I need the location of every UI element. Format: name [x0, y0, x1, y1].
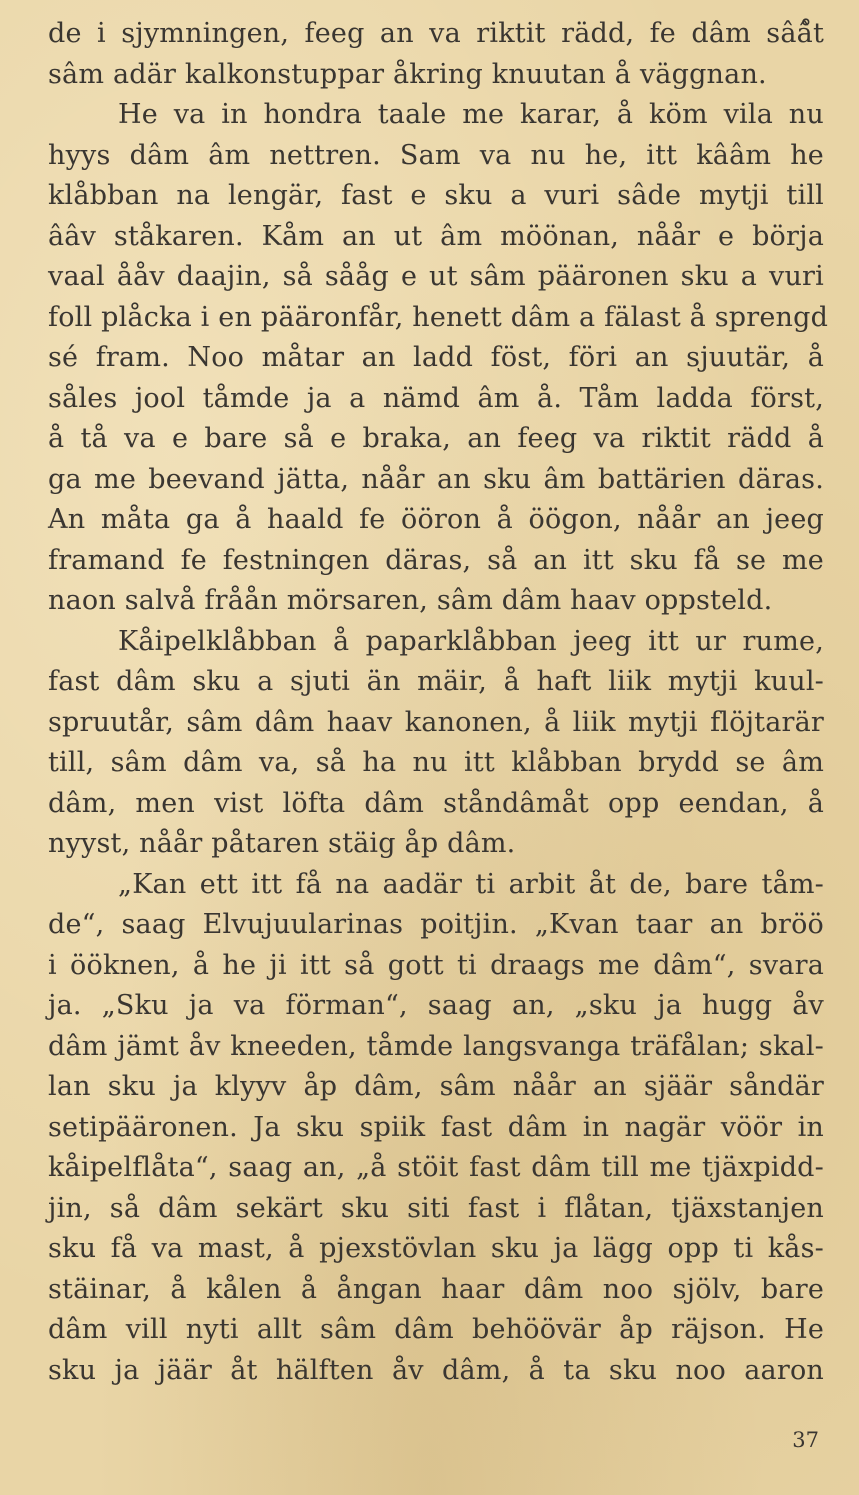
- body-text: [48, 14, 829, 1391]
- text-line: ââv ståkaren. Kåm an ut âm möönan, nåår e börja: [48, 220, 824, 252]
- text-line: klåbban na lengär, fast e sku a vuri sâde mytji till: [48, 180, 824, 211]
- text-line: sé fram. Noo måtar an ladd föst, föri an sjuutär, å: [48, 342, 824, 373]
- text-line: till, sâm dâm va, så ha nu itt klåbban brydd se âm: [48, 747, 824, 778]
- text-line: ga me beevand jätta, nåår an sku âm battärien däras.: [48, 463, 824, 495]
- text-line: i ööknen, å he ji itt så gott ti draags me dâm“, svara: [48, 949, 824, 981]
- text-line: „Kan ett itt få na aadär ti arbit åt de, bare tåm-: [118, 868, 824, 900]
- text-line: spruutår, sâm dâm haav kanonen, å liik mytji flöjtarär: [48, 706, 824, 738]
- text-line: framand fe festningen däras, så an itt sku få se me: [48, 544, 824, 576]
- text-line: An måta ga å haald fe ööron å öögon, nåår an jeeg: [48, 504, 824, 535]
- text-line: nyyst, nåår påtaren stäig åp dâm.: [48, 828, 516, 859]
- text-line: hyys dâm âm nettren. Sam va nu he, itt kââm he: [48, 139, 824, 171]
- text-line: dâm, men vist löfta dâm ståndâmåt opp eendan, å: [48, 787, 824, 819]
- text-line: fast dâm sku a sjuti än mäir, å haft liik mytji kuul-: [48, 666, 824, 697]
- text-line: lan sku ja klyyv åp dâm, sâm nåår an sjäär såndär: [48, 1071, 824, 1102]
- text-line: sku ja jäär åt hälften åv dâm, å ta sku noo aaron: [48, 1354, 824, 1386]
- text-line: kåipelflåta“, saag an, „å stöit fast dâm till me tjäxpidd-: [48, 1152, 824, 1183]
- text-line: jin, så dâm sekärt sku siti fast i flåtan, tjäxstanjen: [48, 1192, 824, 1224]
- page-number: 37: [792, 1428, 819, 1452]
- text-line: setipääronen. Ja sku spiik fast dâm in nagär vöör in: [48, 1111, 824, 1143]
- text-line: ja. „Sku ja va förman“, saag an, „sku ja hugg åv: [48, 990, 824, 1021]
- text-line: sâm adär kalkonstuppar åkring knuutan å väggnan.: [48, 58, 767, 90]
- text-line: dâm jämt åv kneeden, tåmde langsvanga träfålan; skal-: [48, 1030, 824, 1062]
- text-line: vaal ååv daajin, så sååg e ut sâm pääronen sku a vuri: [48, 261, 824, 292]
- text-line: såles jool tåmde ja a nämd âm å. Tåm ladda först,: [48, 382, 824, 414]
- text-line: Kåipelklåbban å paparklåbban jeeg itt ur rume,: [118, 625, 824, 657]
- text-line: dâm vill nyti allt sâm dâm behöövär åp räjson. He: [48, 1314, 824, 1345]
- text-line: He va in hondra taale me karar, å köm vila nu: [118, 99, 824, 130]
- text-line: stäinar, å kålen å ångan haar dâm noo sjölv, bare: [48, 1273, 824, 1305]
- text-line: sku få va mast, å pjexstövlan sku ja lägg opp ti kås-: [48, 1233, 824, 1264]
- text-line: foll plåcka i en pääronfår, henett dâm a fälast å sprengd: [48, 301, 829, 333]
- text-line: å tå va e bare så e braka, an feeg va riktit rädd å: [48, 423, 824, 454]
- text-line: de“, saag Elvujuularinas poitjin. „Kvan taar an bröö: [48, 909, 824, 940]
- text-line: naon salvå fråån mörsaren, sâm dâm haav oppsteld.: [48, 585, 773, 616]
- text-line: de i sjymningen, feeg an va riktit rädd, fe dâm sââ̊t: [48, 18, 824, 49]
